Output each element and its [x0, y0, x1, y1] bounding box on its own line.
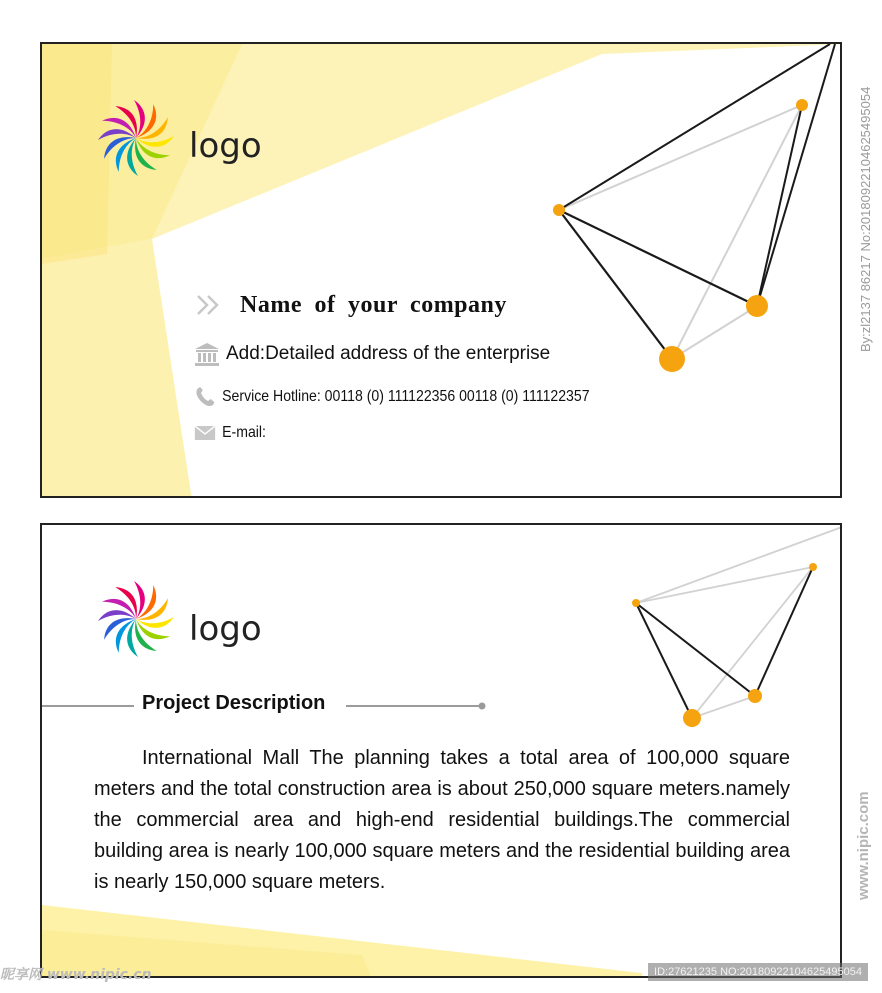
node-dot: [748, 689, 762, 703]
pinwheel-logo-icon: [94, 96, 178, 180]
logo-text: logo: [189, 126, 262, 166]
node-dot: [632, 599, 640, 607]
address-text: Add:Detailed address of the enterprise: [226, 343, 551, 365]
node-dot: [659, 346, 685, 372]
node-dot: [809, 563, 817, 571]
company-name: Name of your company: [240, 292, 507, 318]
email-line: [194, 424, 266, 442]
address-line: [194, 342, 550, 366]
project-description: International Mall The planning takes a total area of 100,000 square meters and the total construction area is about 250,000 square meters.namely the commercial area and high-end residential buildings.The commercial building area is nearly 100,000 square meters and the residential building area is nearly 150,000 square meters.: [94, 747, 790, 893]
side-watermark-bottom: www.nipic.com: [855, 791, 872, 900]
envelope-icon: [194, 424, 217, 442]
side-watermark-top: By:zl2137 86217 No:20180922104625495054: [858, 86, 873, 352]
section-title: Project Description: [138, 692, 329, 715]
business-card-front: [40, 42, 842, 498]
watermark-bottom-left: 昵享网 www.nipic.cn: [0, 967, 152, 983]
phone-icon: [194, 386, 217, 408]
divider-end-dot: [479, 703, 486, 710]
double-chevron-icon: [196, 294, 222, 316]
bank-building-icon: [194, 342, 220, 366]
hotline-line: [194, 386, 590, 408]
geometric-lines-graphic: [553, 44, 835, 372]
yellow-band-left: [42, 239, 192, 498]
node-dot: [796, 99, 808, 111]
node-dot: [746, 295, 768, 317]
business-card-back: [40, 523, 842, 978]
pinwheel-logo-icon: [94, 577, 178, 661]
node-dot: [683, 709, 701, 727]
logo-text: logo: [189, 609, 262, 649]
geometric-lines-graphic: [632, 527, 842, 727]
node-dot: [553, 204, 565, 216]
hotline-text: Service Hotline: 00118 (0) 111122356 00118 (0) 111122357: [222, 388, 590, 406]
email-text: E-mail:: [222, 424, 266, 442]
watermark-id-strip: ID:27621235 NO:20180922104625495054: [648, 963, 868, 981]
